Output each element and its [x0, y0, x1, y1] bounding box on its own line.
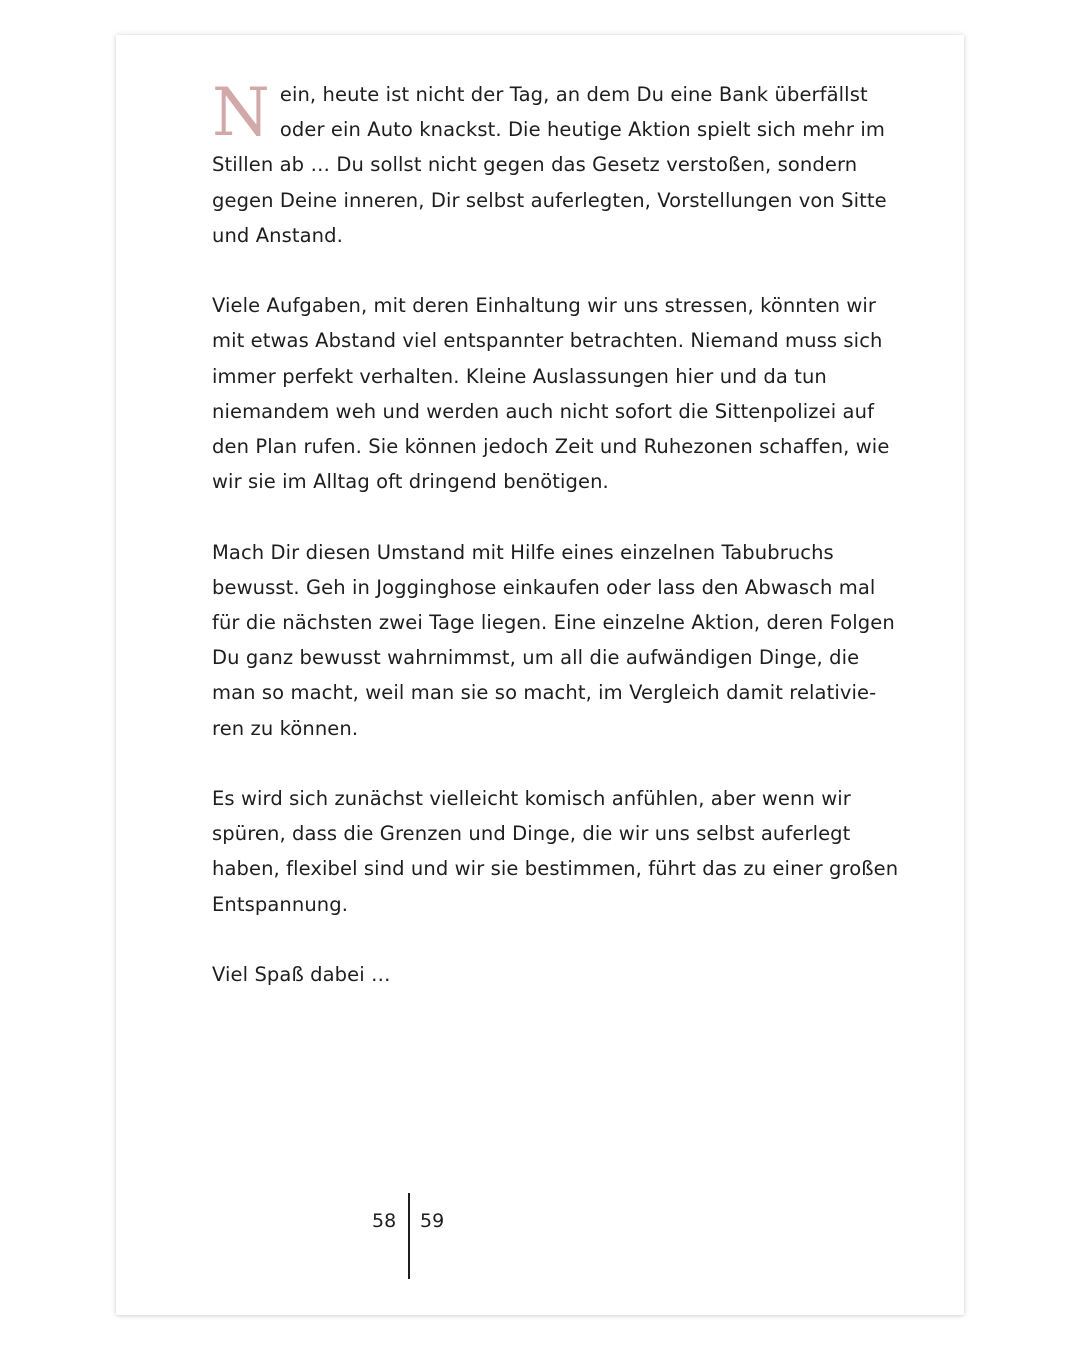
text-line: mit etwas Abstand viel entspannter betrachten. Niemand muss sich	[212, 329, 883, 353]
text-line: den Plan rufen. Sie können jedoch Zeit und Ruhezonen schaffen, wie	[212, 435, 890, 459]
paragraph-3	[212, 535, 895, 746]
text-line: haben, flexibel sind und wir sie bestimmen, führt das zu einer großen	[212, 857, 899, 881]
text-line: oder ein Auto knackst. Die heutige Aktion spielt sich mehr im	[279, 118, 885, 142]
text-line: Stillen ab … Du sollst nicht gegen das Gesetz verstoßen, sondern	[212, 153, 858, 177]
text-line: Viel Spaß dabei …	[212, 963, 391, 987]
paragraph-1	[212, 74, 887, 253]
text-line: gegen Deine inneren, Dir selbst auferlegten, Vorstellungen von Sitte	[212, 188, 887, 212]
text-line: man so macht, weil man sie so macht, im Vergleich damit relativie-	[212, 681, 877, 705]
text-line: Du ganz bewusst wahrnimmst, um all die aufwändigen Dinge, die	[212, 646, 860, 670]
text-line: Mach Dir diesen Umstand mit Hilfe eines einzelnen Tabubruchs	[212, 540, 834, 564]
text-line: ren zu können.	[212, 716, 359, 740]
text-line: Entspannung.	[212, 892, 349, 916]
paragraph-5	[212, 957, 872, 992]
folio-divider	[408, 1193, 410, 1279]
page-number-left: 58	[372, 1210, 397, 1232]
text-line: und Anstand.	[212, 223, 343, 247]
text-line: bewusst. Geh in Jogginghose einkaufen oder lass den Abwasch mal	[212, 575, 876, 599]
page-number-right: 59	[420, 1210, 445, 1232]
text-line: Es wird sich zunächst vielleicht komisch anfühlen, aber wenn wir	[212, 787, 851, 811]
paragraph-4	[212, 781, 899, 922]
text-line: Viele Aufgaben, mit deren Einhaltung wir uns stressen, könnten wir	[212, 294, 877, 318]
text-line: niemandem weh und werden auch nicht sofort die Sittenpolizei auf	[212, 399, 875, 423]
text-line: wir sie im Alltag oft dringend benötigen.	[212, 470, 609, 494]
text-line: für die nächsten zwei Tage liegen. Eine einzelne Aktion, deren Folgen	[212, 611, 895, 635]
body-text	[212, 74, 899, 1027]
book-page	[116, 35, 964, 1315]
text-line: ein, heute ist nicht der Tag, an dem Du eine Bank überfällst	[279, 83, 868, 106]
paragraph-2	[212, 288, 890, 499]
text-line: immer perfekt verhalten. Kleine Auslassungen hier und da tun	[212, 364, 827, 388]
text-line: spüren, dass die Grenzen und Dinge, die wir uns selbst auferlegt	[212, 822, 851, 846]
drop-cap: N	[212, 74, 270, 151]
